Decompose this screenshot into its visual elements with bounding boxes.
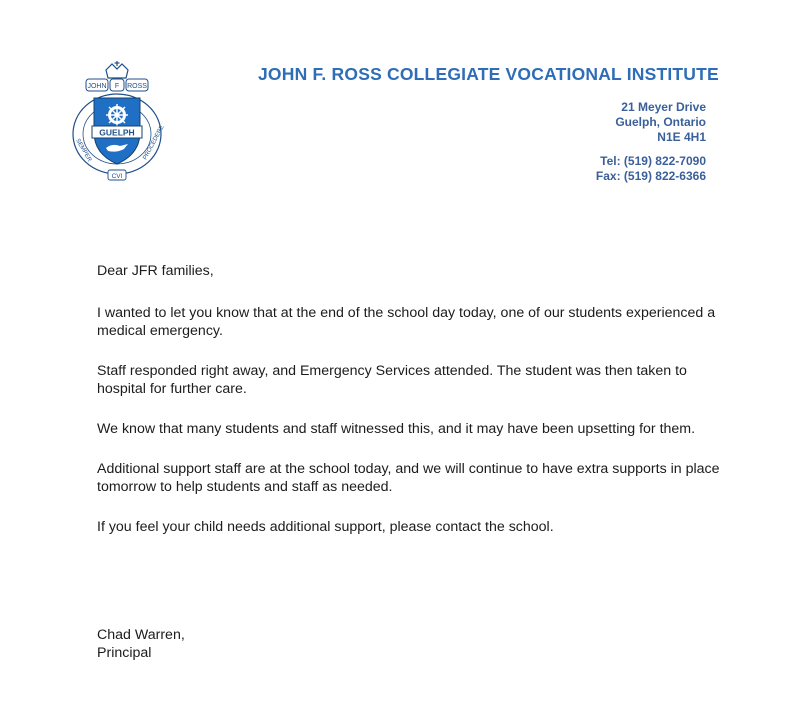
letter-signature: [97, 626, 185, 662]
letter-body: [97, 262, 737, 558]
signature-title: Principal: [97, 645, 152, 661]
letter-paragraph-3: We know that many students and staff witnessed this, and it may have been upsetting for them.: [97, 421, 696, 437]
crest-text-ross: ROSS: [127, 83, 147, 90]
crest-text-john: JOHN: [87, 83, 107, 90]
gear-wheel-icon: [106, 104, 128, 126]
crest-text-semper: SEMPER: [74, 138, 93, 163]
school-crest-logo: [62, 60, 172, 190]
address-street: 21 Meyer Drive: [621, 100, 706, 114]
crest-text-f: F: [114, 83, 120, 90]
crown-icon: [106, 61, 128, 78]
school-contact: [486, 154, 706, 184]
signature-name: Chad Warren,: [97, 627, 185, 643]
telephone-number: Tel: (519) 822-7090: [600, 154, 706, 168]
crest-text-guelph: GUELPH: [99, 127, 135, 138]
address-city: Guelph, Ontario: [615, 115, 706, 129]
letter-paragraph-5: If you feel your child needs additional support, please contact the school.: [97, 519, 554, 535]
crest-text-procedere: PROCEDERE: [142, 124, 166, 161]
fax-number: Fax: (519) 822-6366: [595, 169, 706, 183]
letter-paragraph-4: Additional support staff are at the school today, and we will continue to have extra supports in place tomorrow to help students and staff as needed.: [97, 461, 720, 495]
address-postal-code: N1E 4H1: [657, 130, 706, 144]
letter-paragraph-2: Staff responded right away, and Emergency Services attended. The student was then taken to hospital for further care.: [97, 363, 687, 397]
letter-paragraph-1: I wanted to let you know that at the end of the school day today, one of our students experienced a medical emergency.: [97, 305, 716, 339]
letter-greeting: Dear JFR families,: [97, 263, 214, 279]
school-name-heading: JOHN F. ROSS COLLEGIATE VOCATIONAL INSTITUTE: [258, 64, 719, 84]
crest-text-cvi: CVI: [111, 173, 123, 180]
school-address: [486, 100, 706, 145]
